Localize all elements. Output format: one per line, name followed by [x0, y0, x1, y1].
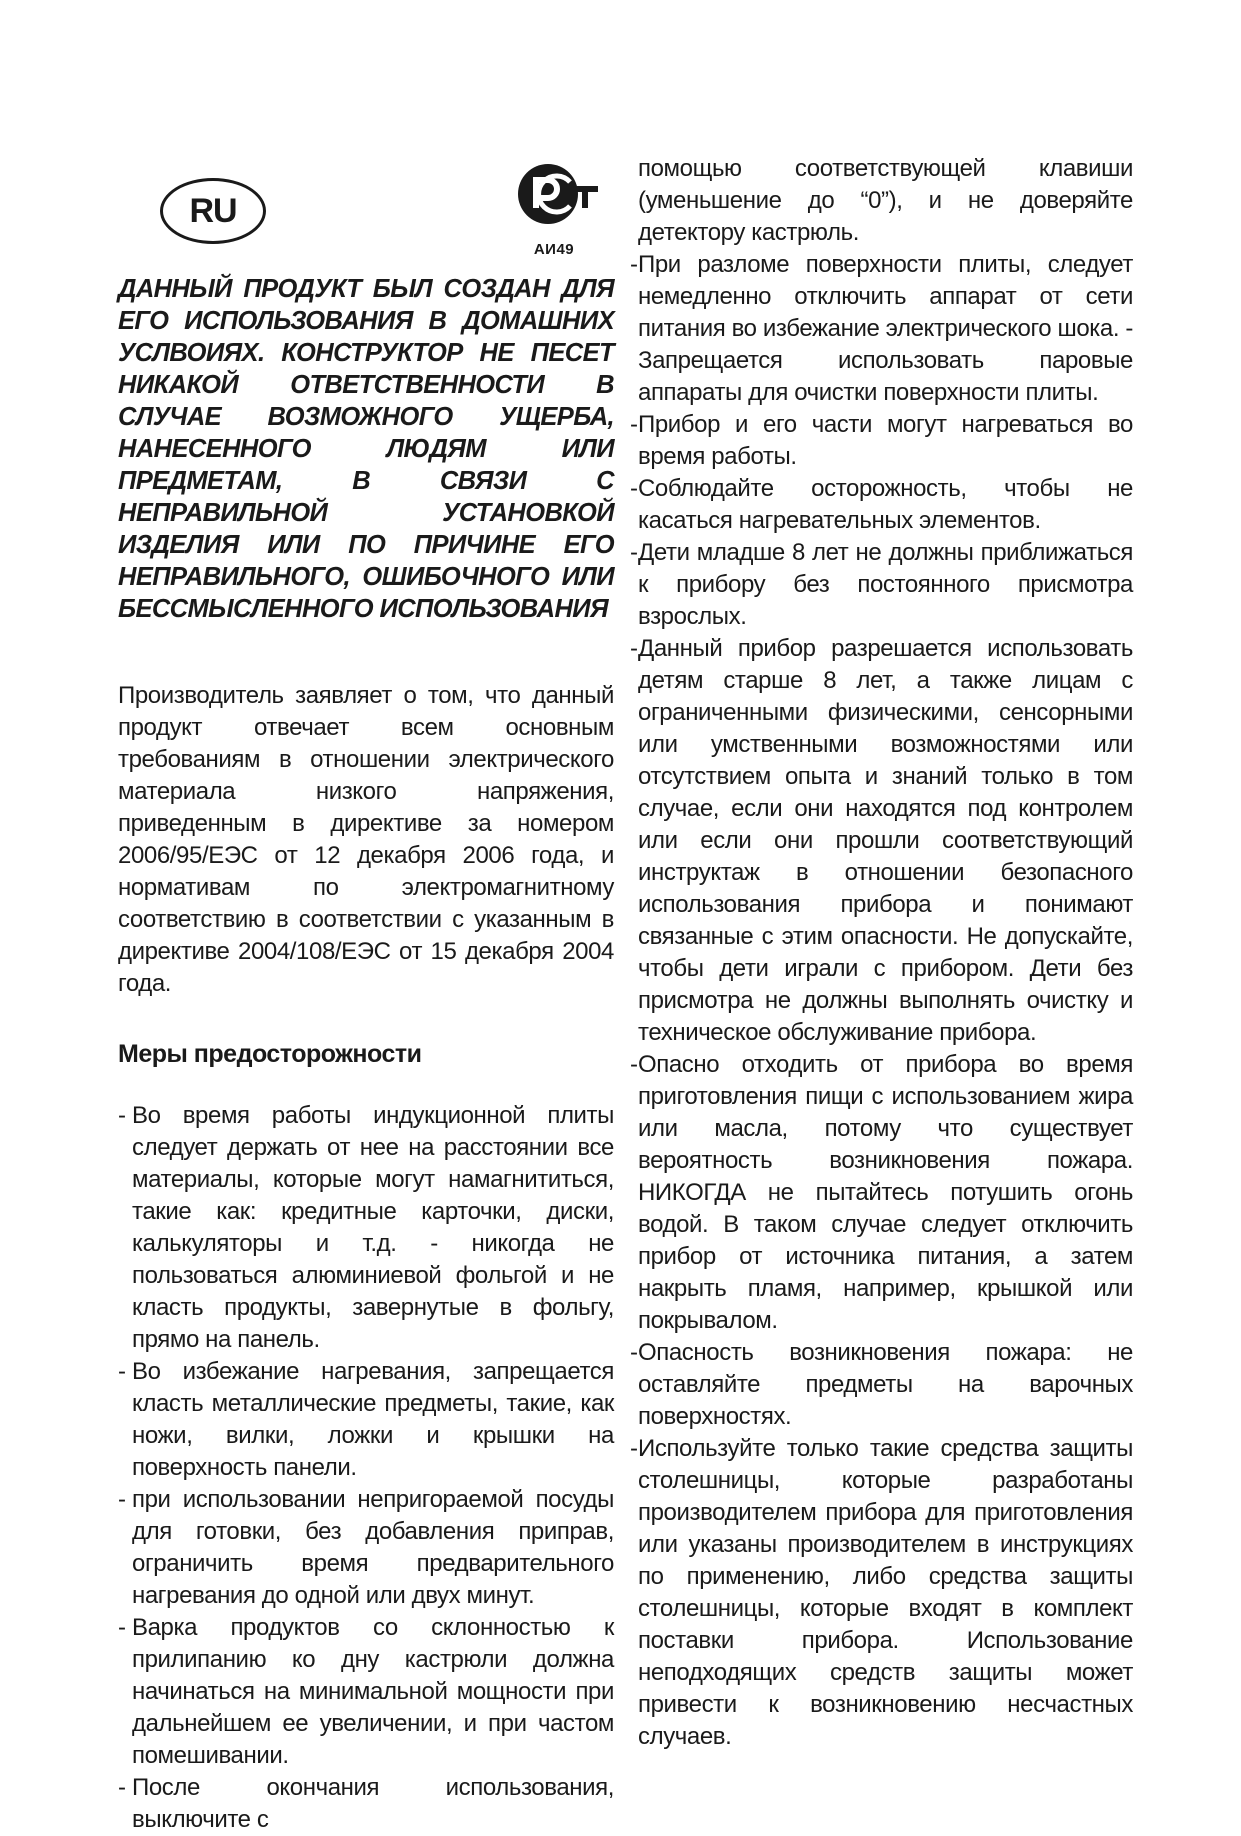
precautions-list-left [118, 1100, 614, 1836]
precaution-text: Данный прибор разрешается использовать детям старше 8 лет, а также лицам с ограниченными физическими, сенсорными или умственными возможностями или отсутствием опыта и знаний только в том случае, если они находятся под контролем или если они прошли соответствующий инструктаж в отношении безопасного использования прибора и понимают связанные с этим опасности. Не допускайте, чтобы дети играли с прибором. Дети без присмотра не должны выполнять очистку и техническое обслуживание прибора. [638, 635, 1133, 1046]
bullet-dash: - [118, 1486, 126, 1513]
bullet-dash: - [630, 411, 638, 438]
precaution-item [630, 409, 1133, 473]
precaution-item [118, 1484, 614, 1612]
precaution-item [630, 537, 1133, 633]
bullet-dash: - [630, 539, 638, 566]
precaution-text: Во время работы индукционной плиты следует держать от нее на расстоянии все материалы, которые могут намагнититься, такие как: кредитные карточки, диски, калькуляторы и т.д. - никогда не пользоваться алюминиевой фольгой и не класть продукты, завернутые в фольгу, прямо на панель. [132, 1102, 614, 1353]
precaution-item [118, 1612, 614, 1772]
bullet-dash: - [630, 1051, 638, 1078]
bullet-dash: - [630, 475, 638, 502]
precaution-item [118, 1772, 614, 1836]
bullet-dash: - [118, 1358, 126, 1385]
precaution-item [630, 473, 1133, 537]
precaution-item [630, 1337, 1133, 1433]
right-column [630, 153, 1133, 1753]
precaution-text: при использовании непригораемой посуды для готовки, без добавления приправ, ограничить время предварительного нагревания до одной или двух минут. [132, 1486, 614, 1609]
precaution-text: Опасность возникновения пожара: не оставляйте предметы на варочных поверхностях. [638, 1339, 1133, 1430]
bullet-dash: - [118, 1102, 126, 1129]
precaution-item [630, 633, 1133, 1049]
section-title: Меры предосторожности [118, 1040, 422, 1068]
bullet-dash: - [630, 1339, 638, 1366]
precaution-text: Варка продуктов со склонностью к прилипанию ко дну кастрюли должна начинаться на минимальной мощности при дальнейшем ее увеличении, и при частом помешивании. [132, 1614, 614, 1769]
bullet-dash: - [630, 635, 638, 662]
precaution-continuation [638, 153, 1133, 249]
pct-certification-code: АИ49 [533, 241, 575, 258]
precaution-item [630, 1049, 1133, 1337]
precautions-list-right [630, 153, 1133, 1753]
precaution-text: помощью соответствующей клавиши (уменьшение до “0”), и не доверяйте детектору кастрюль. [638, 155, 1133, 246]
liability-disclaimer: ДАННЫЙ ПРОДУКТ БЫЛ СОЗДАН ДЛЯ ЕГО ИСПОЛЬЗОВАНИЯ В ДОМАШНИХ УСЛВОИЯХ. КОНСТРУКТОР НЕ ПЕСЕТ НИКАКОЙ ОТВЕТСТВЕННОСТИ В СЛУЧАЕ ВОЗМОЖНОГО УЩЕРБА, НАНЕСЕННОГО ЛЮДЯМ ИЛИ ПРЕДМЕТАМ, В СВЯЗИ С НЕПРАВИЛЬНОЙ УСТАНОВКОЙ ИЗДЕЛИЯ ИЛИ ПО ПРИЧИНЕ ЕГО НЕПРАВИЛЬНОГО, ОШИБОЧНОГО ИЛИ БЕССМЫСЛЕННОГО ИСПОЛЬЗОВАНИЯ [118, 275, 614, 623]
left-column [118, 273, 614, 1836]
precaution-item [118, 1100, 614, 1356]
bullet-dash: - [118, 1774, 126, 1801]
precaution-text: Опасно отходить от прибора во время приготовления пищи с использованием жира или масла, потому что существует вероятность возникновения пожара. НИКОГДА не пытайтесь потушить огонь водой. В таком случае следует отключить прибор от источника питания, а затем накрыть пламя, например, крышкой или покрывалом. [638, 1051, 1133, 1334]
bullet-dash: - [630, 1435, 638, 1462]
precaution-text: Используйте только такие средства защиты столешницы, которые разработаны производителем прибора для приготовления или указаны производителем в инструкциях по применению, либо средства защиты столешницы, которые входят в комплект поставки прибора. Использование неподходящих средств защиты может привести к возникновению несчастных случаев. [638, 1435, 1133, 1750]
precaution-item [630, 1433, 1133, 1753]
precaution-text: Прибор и его части могут нагреваться во время работы. [638, 411, 1133, 470]
precaution-item [118, 1356, 614, 1484]
precaution-text: Во избежание нагревания, запрещается класть металлические предметы, такие, как ножи, вилки, ложки и крышки на поверхность панели. [132, 1358, 614, 1481]
precaution-text: Дети младше 8 лет не должны приближаться к прибору без постоянного присмотра взрослых. [638, 539, 1133, 630]
bullet-dash: - [118, 1614, 126, 1641]
precaution-text: При разломе поверхности плиты, следует немедленно отключить аппарат от сети питания во избежание электрического шока. - Запрещается использовать паровые аппараты для очистки поверхности плиты. [638, 251, 1133, 406]
precaution-item [630, 249, 1133, 409]
precaution-text: Соблюдайте осторожность, чтобы не касаться нагревательных элементов. [638, 475, 1133, 534]
country-code-text: RU [189, 191, 237, 230]
country-code-badge [160, 178, 266, 244]
conformity-declaration: Производитель заявляет о том, что данный продукт отвечает всем основным требованиям в отношении электрического материала низкого напряжения, приведенным в директиве за номером 2006/95/ЕЭС от 12 декабря 2006 года, и нормативам по электромагнитному соответствию в соответствии с указанным в директиве 2004/108/ЕЭС от 15 декабря 2004 года. [118, 682, 614, 997]
bullet-dash: - [630, 251, 638, 278]
precaution-text: После окончания использования, выключите с [132, 1774, 614, 1833]
